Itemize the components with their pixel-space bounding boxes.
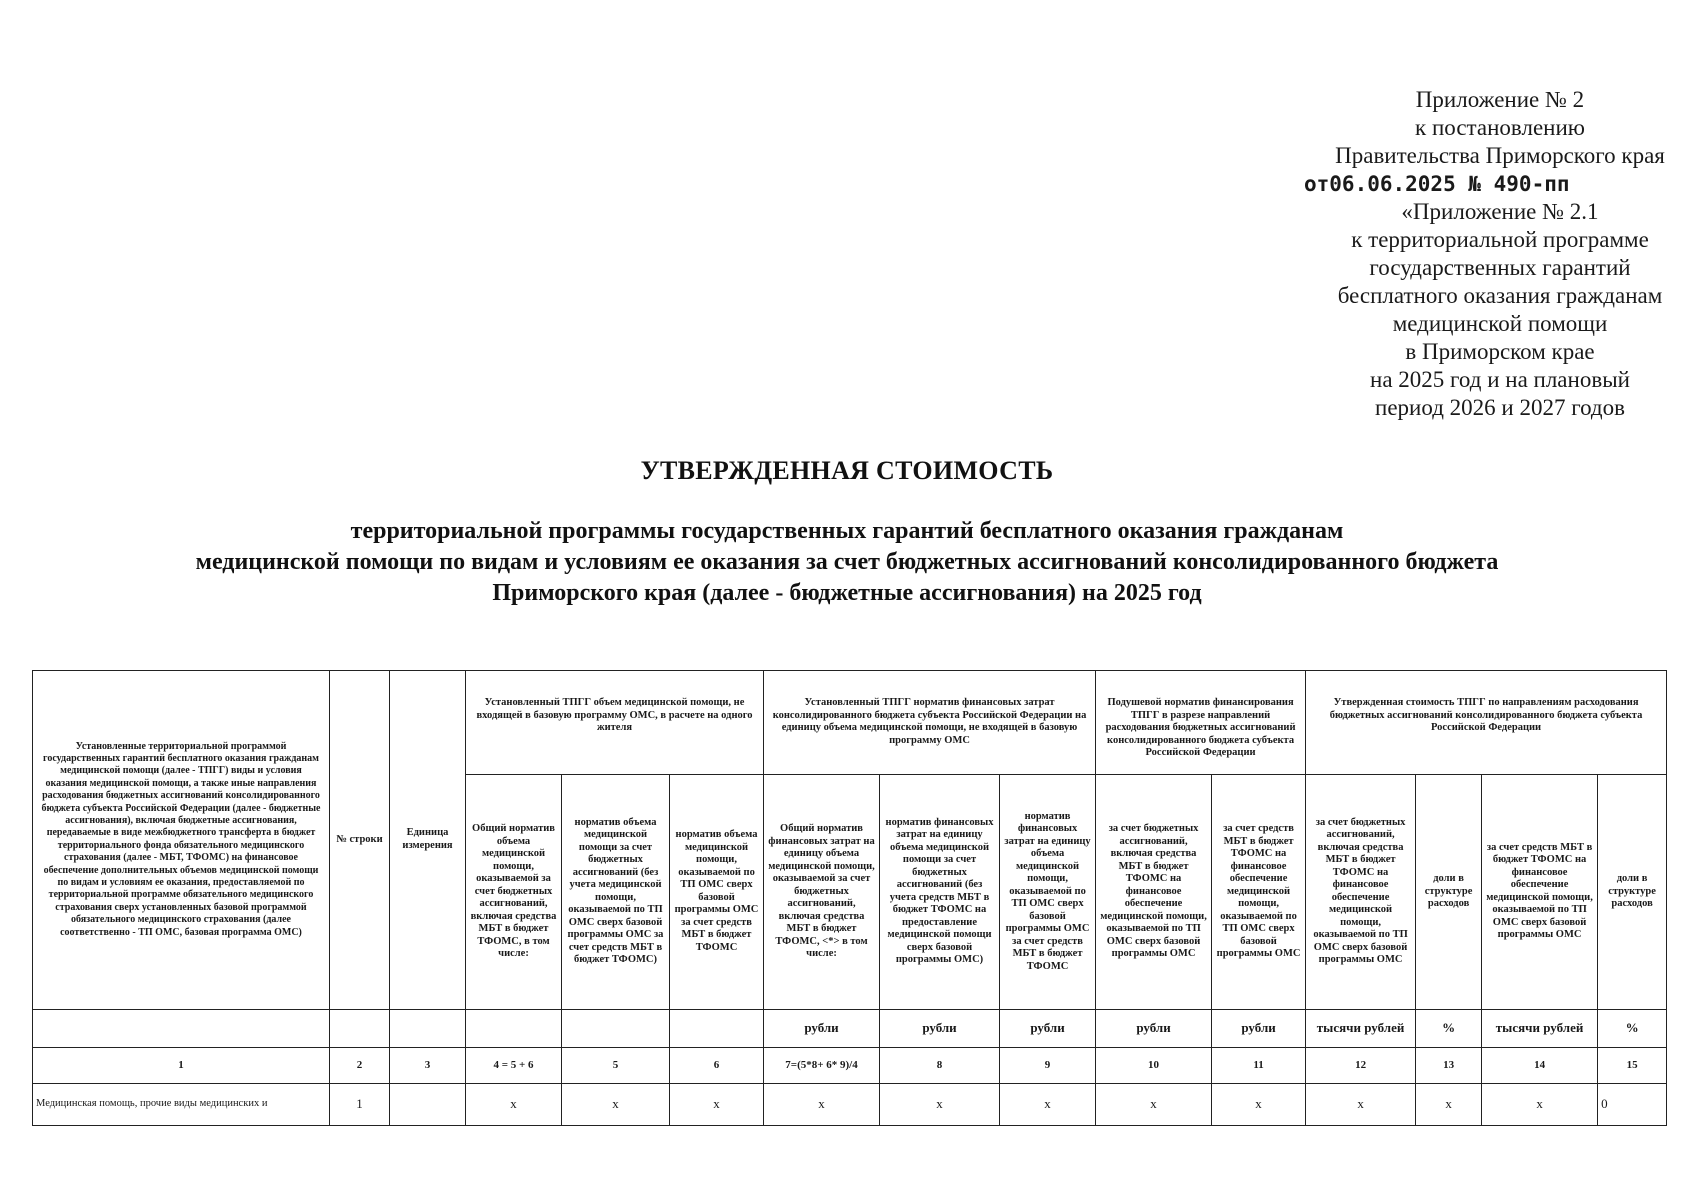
unit-cell: рубли [1212,1009,1306,1047]
header-col-12: за счет бюджетных ассигнований, включая средства МБТ в бюджет ТФОМС на финансовое обеспечение медицинской помощи, оказываемой по ТП ОМС сверх базовой программы ОМС [1306,775,1416,1010]
column-number-cell: 11 [1212,1047,1306,1083]
header-col-10: за счет бюджетных ассигнований, включая средства МБТ в бюджет ТФОМС на финансовое обеспечение медицинской помощи, оказываемой по ТП ОМС сверх базовой программы ОМС [1096,775,1212,1010]
table-cell: 0 [1598,1083,1667,1125]
table-cell: х [1482,1083,1598,1125]
header-col-6: норматив объема медицинской помощи, оказываемой по ТП ОМС сверх базовой программы ОМС за счет средств МБТ в бюджет ТФОМС [670,775,764,1010]
column-number-cell: 7=(5*8+ 6* 9)/4 [764,1047,880,1083]
table-cell [390,1083,466,1125]
unit-cell [330,1009,390,1047]
unit-cell: рубли [764,1009,880,1047]
header-col-4: Общий норматив объема медицинской помощи, оказываемой за счет бюджетных ассигнований, включая средства МБТ в бюджет ТФОМС, в том числе: [466,775,562,1010]
header-col-7: Общий норматив финансовых затрат на единицу объема медицинской помощи, оказываемой за счет бюджетных ассигнований, включая средства МБТ в бюджет ТФОМС, <*> в том числе: [764,775,880,1010]
header-col-13: доли в структуре расходов [1416,775,1482,1010]
column-number-cell: 2 [330,1047,390,1083]
column-number-cell: 10 [1096,1047,1212,1083]
unit-cell [390,1009,466,1047]
annex-block [1304,86,1690,422]
table-row-label: Медицинская помощь, прочие виды медицинских и [33,1083,330,1125]
unit-cell [33,1009,330,1047]
table-cell: х [1306,1083,1416,1125]
annex-line: «Приложение № 2.1 [1401,199,1599,224]
annex-line: период 2026 и 2027 годов [1375,395,1625,420]
table-cell: х [764,1083,880,1125]
header-category: Установленные территориальной программой государственных гарантий бесплатного оказания гражданам медицинской помощи (далее - ТПГГ) виды и условия оказания медицинской помощи, а также иные направления расходования бюджетных ассигнований консолидированного бюджета субъекта Российской Федерации (далее - бюджетные ассигнования), включая бюджетные ассигнования, передаваемые в виде межбюджетного трансферта в бюджет территориального фонда обязательного медицинского страхования (далее - МБТ, ТФОМС) на финансовое обеспечение дополнительных объемов медицинской помощи по видам и условиям ее оказания, предоставляемой по территориальной программе обязательного медицинского страхования сверх установленных базовой программой обязательного медицинского страхования (далее соответственно - ТП ОМС, базовая программа ОМС) [33,671,330,1010]
cost-table [32,670,1667,1126]
header-row-number: № строки [330,671,390,1010]
document-subtitle [60,516,1634,609]
subtitle-line: медицинской помощи по видам и условиям ее оказания за счет бюджетных ассигнований консолидированного бюджета [195,549,1499,575]
unit-cell: тысячи рублей [1306,1009,1416,1047]
annex-line: в Приморском крае [1405,339,1595,364]
header-col-8: норматив финансовых затрат на единицу объема медицинской помощи за счет бюджетных ассигнований (без учета средств МБТ в бюджет ТФОМС на предоставление медицинской помощи сверх базовой программы ОМС) [880,775,1000,1010]
annex-line: к постановлению [1415,115,1585,140]
unit-cell: тысячи рублей [1482,1009,1598,1047]
header-group-volume: Установленный ТПГГ объем медицинской помощи, не входящей в базовую программу ОМС, в расчете на одного жителя [466,671,764,775]
annex-line: бесплатного оказания гражданам [1337,283,1663,308]
table-cell: х [1000,1083,1096,1125]
column-number-cell: 9 [1000,1047,1096,1083]
table-cell: х [1096,1083,1212,1125]
column-number-cell: 1 [33,1047,330,1083]
header-col-14: за счет средств МБТ в бюджет ТФОМС на финансовое обеспечение медицинской помощи, оказываемой по ТП ОМС сверх базовой программы ОМС [1482,775,1598,1010]
table-cell: х [466,1083,562,1125]
document-title: УТВЕРЖДЕННАЯ СТОИМОСТЬ [640,456,1054,485]
table-cell: х [1212,1083,1306,1125]
column-number-cell: 13 [1416,1047,1482,1083]
header-col-11: за счет средств МБТ в бюджет ТФОМС на финансовое обеспечение медицинской помощи, оказываемой по ТП ОМС сверх базовой программы ОМС [1212,775,1306,1010]
column-number-cell: 15 [1598,1047,1667,1083]
annex-line: на 2025 год и на плановый [1370,367,1630,392]
column-number-cell: 6 [670,1047,764,1083]
subtitle-line: территориальной программы государственных гарантий бесплатного оказания гражданам [350,518,1344,544]
header-col-15: доли в структуре расходов [1598,775,1667,1010]
table-cell: 1 [330,1083,390,1125]
unit-cell [562,1009,670,1047]
table-cell: х [1416,1083,1482,1125]
column-number-cell: 3 [390,1047,466,1083]
header-col-9: норматив финансовых затрат на единицу объема медицинской помощи, оказываемой по ТП ОМС сверх базовой программы ОМС за счет средств МБТ в бюджет ТФОМС [1000,775,1096,1010]
unit-cell: % [1598,1009,1667,1047]
unit-cell: рубли [880,1009,1000,1047]
column-number-cell: 12 [1306,1047,1416,1083]
table-cell: х [670,1083,764,1125]
header-group-cost-norm: Установленный ТПГГ норматив финансовых затрат консолидированного бюджета субъекта Российской Федерации на единицу объема медицинской помощи, не входящей в базовую программу ОМС [764,671,1096,775]
header-group-approved-cost: Утвержденная стоимость ТПГГ по направлениям расходования бюджетных ассигнований консолидированного бюджета субъекта Российской Федерации [1306,671,1667,775]
header-unit: Единица измерения [390,671,466,1010]
subtitle-line: Приморского края (далее - бюджетные ассигнования) на 2025 год [492,580,1202,606]
column-number-cell: 5 [562,1047,670,1083]
column-number-cell: 8 [880,1047,1000,1083]
annex-line: к территориальной программе [1351,227,1649,252]
unit-cell: рубли [1096,1009,1212,1047]
unit-cell [466,1009,562,1047]
resolution-number: от06.06.2025 № 490-пп [1304,172,1570,196]
annex-line: государственных гарантий [1369,255,1631,280]
annex-line: Приложение № 2 [1415,87,1585,112]
table-cell: х [562,1083,670,1125]
annex-line: медицинской помощи [1392,311,1608,336]
column-number-cell: 14 [1482,1047,1598,1083]
annex-line: Правительства Приморского края [1335,143,1665,168]
unit-cell: рубли [1000,1009,1096,1047]
table-cell: х [880,1083,1000,1125]
header-col-5: норматив объема медицинской помощи за счет бюджетных ассигнований (без учета медицинской помощи, оказываемой по ТП ОМС сверх базовой программы ОМС за счет средств МБТ в бюджет ТФОМС) [562,775,670,1010]
unit-cell [670,1009,764,1047]
unit-cell: % [1416,1009,1482,1047]
column-number-cell: 4 = 5 + 6 [466,1047,562,1083]
header-group-per-capita: Подушевой норматив финансирования ТПГГ в разрезе направлений расходования бюджетных ассигнований консолидированного бюджета субъекта Российской Федерации [1096,671,1306,775]
